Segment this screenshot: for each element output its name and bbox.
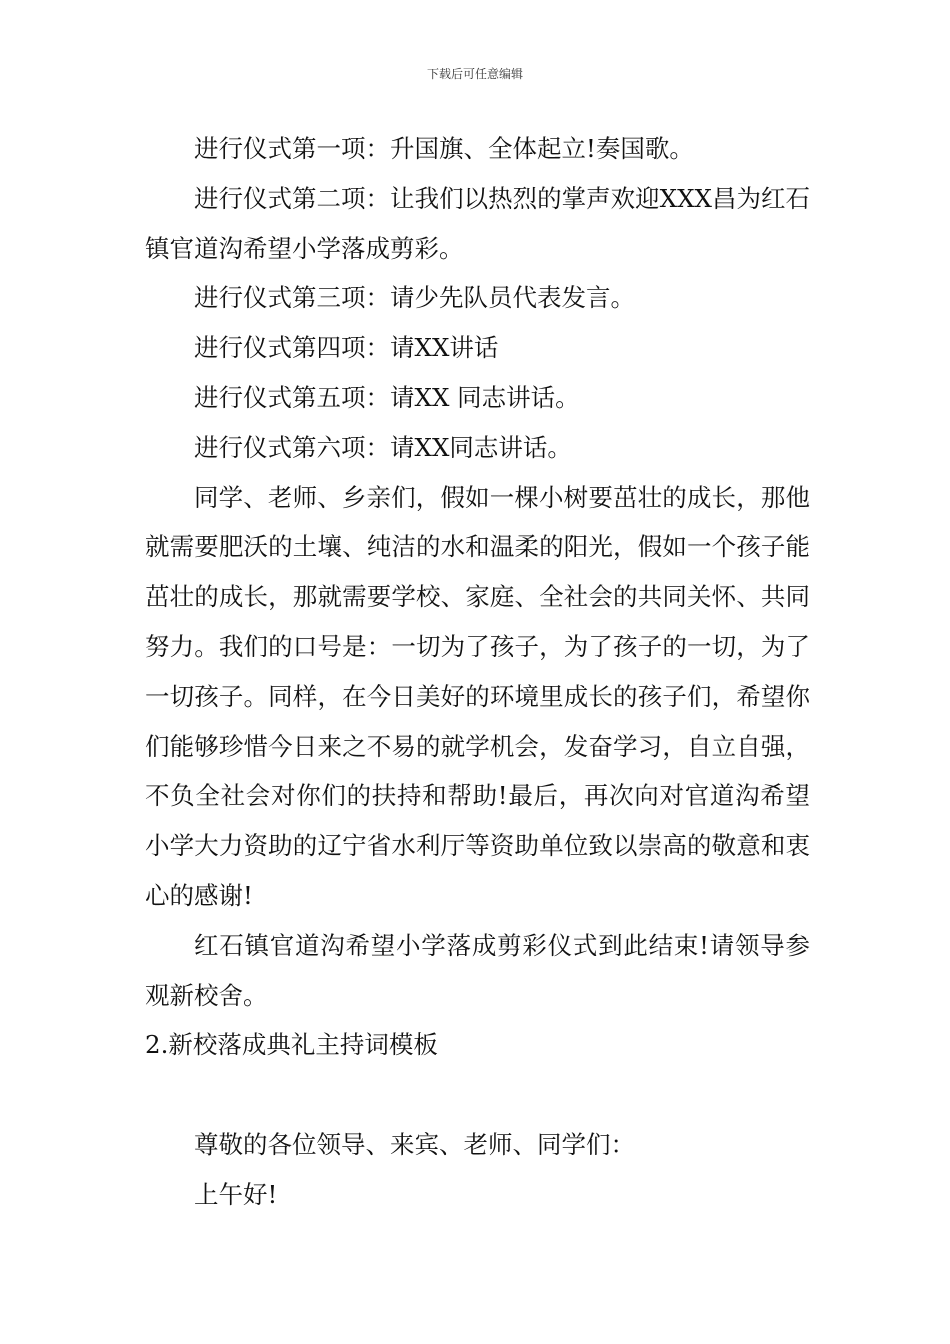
paragraph-item-3: 进行仪式第三项：请少先队员代表发言。	[194, 283, 635, 313]
paragraph-item-1: 进行仪式第一项：升国旗、全体起立!奏国歌。	[194, 134, 694, 163]
paragraph-item-4: 进行仪式第四项：请XX讲话	[194, 333, 499, 363]
document-body	[145, 124, 810, 1220]
greeting-opening: 上午好!	[194, 1179, 278, 1209]
greeting-salutation: 尊敬的各位领导、来宾、老师、同学们：	[194, 1129, 635, 1159]
page-header-note: 下载后可任意编辑	[426, 67, 523, 81]
paragraph-closing-speech: 同学、老师、乡亲们，假如一棵小树要茁壮的成长，那他就需要肥沃的土壤、纯洁的水和温柔的阳光，假如一个孩子能茁壮的成长，那就需要学校、家庭、全社会的共同关怀、共同努力。我们的口号是：一切为了孩子，为了孩子的一切，为了一切孩子。同样，在今日美好的环境里成长的孩子们，希望你们能够珍惜今日来之不易的就学机会，发奋学习，自立自强，不负全社会对你们的扶持和帮助!最后，再次向对官道沟希望小学大力资助的辽宁省水利厅等资助单位致以崇高的敬意和衷心的感谢!	[145, 482, 810, 910]
blank-line	[145, 1070, 810, 1120]
paragraph-item-6: 进行仪式第六项：请XX同志讲话。	[194, 432, 572, 462]
paragraph-item-5: 进行仪式第五项：请XX 同志讲话。	[194, 382, 580, 412]
section-title: 2.新校落成典礼主持词模板	[145, 1030, 438, 1060]
paragraph-item-2: 进行仪式第二项：让我们以热烈的掌声欢迎XXX昌为红石镇官道沟希望小学落成剪彩。	[145, 183, 810, 263]
paragraph-ceremony-end: 红石镇官道沟希望小学落成剪彩仪式到此结束!请领导参观新校舍。	[145, 930, 810, 1010]
